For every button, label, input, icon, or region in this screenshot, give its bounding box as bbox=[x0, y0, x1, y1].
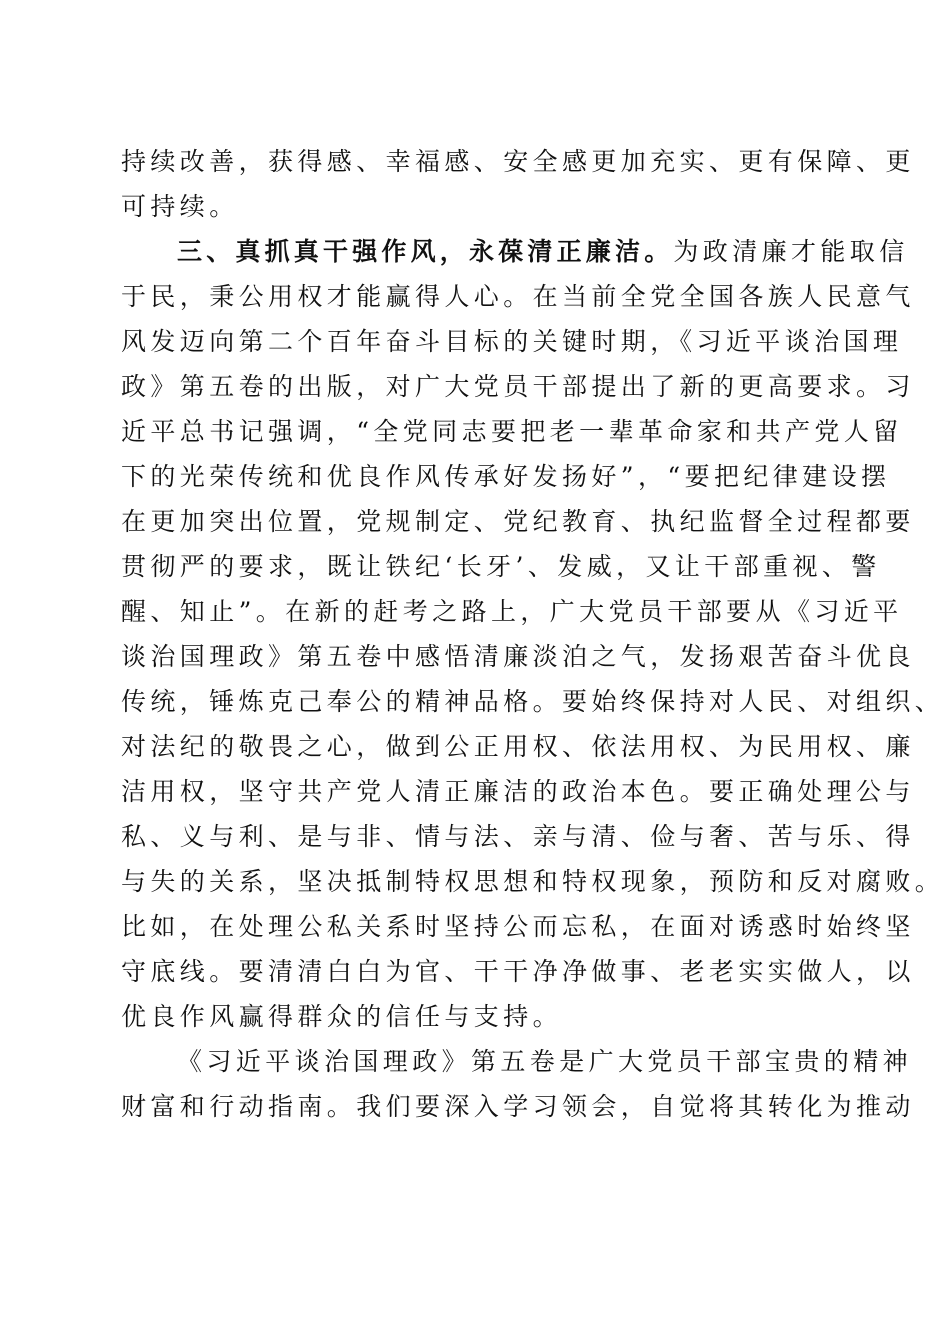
paragraph-1-line-2: 可持续。 bbox=[121, 192, 239, 221]
paragraph-2-line-7: 在更加突出位置，党规制定、党纪教育、执纪监督全过程都要 bbox=[121, 507, 915, 536]
paragraph-2-line-10: 谈治国理政》第五卷中感悟清廉淡泊之气，发扬艰苦奋斗优良 bbox=[121, 642, 915, 671]
paragraph-2-line-14: 私、义与利、是与非、情与法、亲与清、俭与奢、苦与乐、得 bbox=[121, 822, 915, 851]
document-body bbox=[121, 139, 945, 1129]
paragraph-2-line-3: 风发迈向第二个百年奋斗目标的关键时期，《习近平谈治国理 bbox=[121, 327, 903, 356]
paragraph-2-line-15: 与失的关系，坚决抵制特权思想和特权现象，预防和反对腐败。 bbox=[121, 867, 945, 896]
paragraph-2-line-2: 于民，秉公用权才能赢得人心。在当前全党全国各族人民意气 bbox=[121, 282, 915, 311]
paragraph-2-line-12: 对法纪的敬畏之心，做到公正用权、依法用权、为民用权、廉 bbox=[121, 732, 915, 761]
paragraph-2-line-17: 守底线。要清清白白为官、干干净净做事、老老实实做人，以 bbox=[121, 957, 915, 986]
paragraph-3-line-2: 财富和行动指南。我们要深入学习领会，自觉将其转化为推动 bbox=[121, 1092, 915, 1121]
paragraph-2-first-line bbox=[121, 229, 909, 274]
paragraph-2-line-16: 比如，在处理公私关系时坚持公而忘私，在面对诱惑时始终坚 bbox=[121, 912, 915, 941]
paragraph-2-line-9: 醒、知止”。在新的赶考之路上，广大党员干部要从《习近平 bbox=[121, 597, 903, 626]
paragraph-2-first-line-rest: 为政清廉才能取信 bbox=[673, 237, 909, 266]
paragraph-2-line-8: 贯彻严的要求，既让铁纪‘长牙’、发威，又让干部重视、警 bbox=[121, 552, 881, 581]
paragraph-2-line-18: 优良作风赢得群众的信任与支持。 bbox=[121, 1002, 563, 1031]
section-heading: 三、真抓真干强作风，永葆清正廉洁。 bbox=[177, 237, 674, 266]
paragraph-3-line-1: 《习近平谈治国理政》第五卷是广大党员干部宝贵的精神 bbox=[177, 1047, 913, 1076]
paragraph-2-line-4: 政》第五卷的出版，对广大党员干部提出了新的更高要求。习 bbox=[121, 372, 915, 401]
paragraph-2-line-13: 洁用权，坚守共产党人清正廉洁的政治本色。要正确处理公与 bbox=[121, 777, 915, 806]
paragraph-2-line-6: 下的光荣传统和优良作风传承好发扬好”，“要把纪律建设摆 bbox=[121, 462, 891, 491]
paragraph-2-line-5: 近平总书记强调，“全党同志要把老一辈革命家和共产党人留 bbox=[121, 417, 903, 446]
paragraph-2-line-11: 传统，锤炼克己奉公的精神品格。要始终保持对人民、对组织、 bbox=[121, 687, 945, 716]
paragraph-1-line-1: 持续改善，获得感、幸福感、安全感更加充实、更有保障、更 bbox=[121, 147, 915, 176]
